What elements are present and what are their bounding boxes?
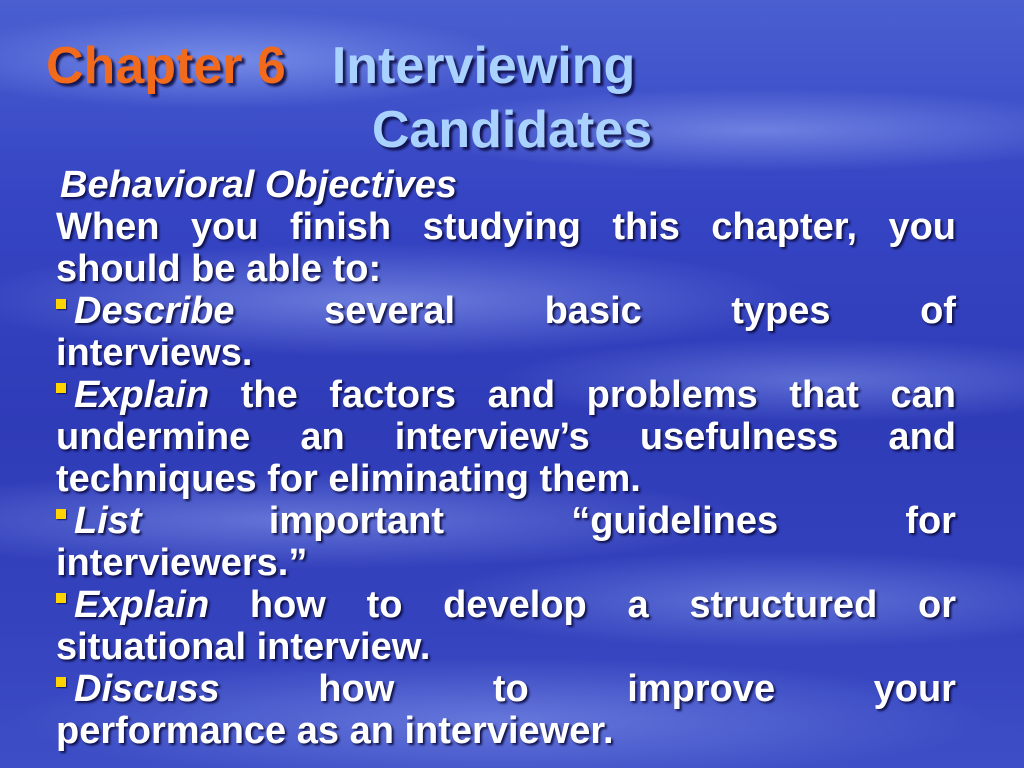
- objectives-intro: When you finish studying this chapter, you should be able to:: [56, 206, 956, 290]
- bullet-4-text: how to develop a structured or situational interview.: [56, 584, 956, 668]
- bullet-1-word: of: [920, 290, 956, 332]
- chapter-label: Chapter 6: [46, 37, 286, 95]
- bullet-5-rest: performance as an interviewer.: [56, 710, 614, 752]
- bullet-2-text: the factors and problems that can undermine an interview’s usefulness and techniques for eliminating them.: [56, 374, 956, 500]
- square-bullet-icon: [56, 383, 66, 393]
- bullet-3-lead: [56, 500, 142, 542]
- bullet-3-verb: List: [74, 500, 142, 542]
- bullet-1-lead: [56, 290, 235, 332]
- bullet-5-lead: [56, 668, 220, 710]
- title-line-1: [0, 34, 1024, 98]
- square-bullet-icon: [56, 677, 66, 687]
- bullet-3-word: “guidelines: [571, 500, 779, 542]
- bullet-1-word: several: [324, 290, 456, 332]
- bullet-5-word: your: [873, 668, 956, 710]
- title-text-line-2: Candidates: [371, 101, 653, 159]
- objective-bullet-3: [56, 500, 956, 584]
- bullet-1-word: types: [731, 290, 831, 332]
- bullet-5-first-line: [56, 668, 956, 710]
- square-bullet-icon: [56, 593, 66, 603]
- objective-bullet-4: [56, 584, 956, 668]
- objectives-heading: Behavioral Objectives: [60, 164, 458, 206]
- bullet-3-first-line: [56, 500, 956, 542]
- bullet-3-word: for: [905, 500, 956, 542]
- bullet-5-word: improve: [627, 668, 776, 710]
- square-bullet-icon: [56, 299, 66, 309]
- slide-title: [0, 34, 1024, 162]
- objective-bullet-5: [56, 668, 956, 752]
- bullet-1-first-line: [56, 290, 956, 332]
- objective-bullet-2: [56, 374, 956, 500]
- bullet-5-verb: Discuss: [74, 668, 220, 710]
- bullet-2-verb: Explain: [74, 374, 210, 416]
- bullet-1-rest: interviews.: [56, 332, 253, 374]
- bullet-3-word: important: [268, 500, 444, 542]
- square-bullet-icon: [56, 509, 66, 519]
- bullet-1-verb: Describe: [74, 290, 235, 332]
- bullet-5-word: to: [492, 668, 529, 710]
- title-text-line-1: Interviewing: [331, 37, 636, 95]
- bullet-1-word: basic: [544, 290, 642, 332]
- objective-bullet-1: [56, 290, 956, 374]
- slide-body: [56, 164, 956, 752]
- bullet-5-word: how: [318, 668, 395, 710]
- bullet-4-verb: Explain: [74, 584, 210, 626]
- bullet-3-rest: interviewers.”: [56, 542, 308, 584]
